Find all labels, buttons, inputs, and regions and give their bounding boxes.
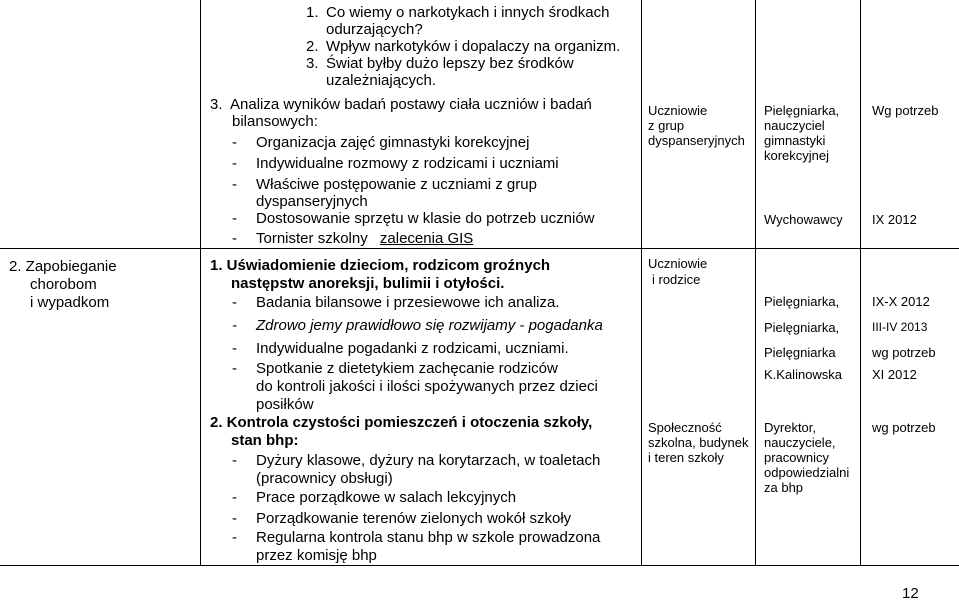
responsible: Pielęgniarka, [764, 294, 840, 309]
deadline: wg potrzeb [872, 420, 936, 435]
deadline: IX-X 2012 [872, 294, 930, 309]
responsible: gimnastyki [764, 133, 826, 148]
bullet: - Porządkowanie terenów zielonych wokół szkoły [232, 510, 572, 527]
responsible: nauczyciel [764, 118, 825, 133]
column-divider-3 [755, 0, 756, 565]
bullet: - Zdrowo jemy prawidłowo się rozwijamy - pogadanka [232, 317, 603, 334]
bullet: - Dyżury klasowe, dyżury na korytarzach, w toaletach [232, 452, 601, 469]
bullet-cont: dyspanseryjnych [256, 193, 368, 210]
responsible: Pielęgniarka, [764, 320, 840, 335]
bullet: - Indywidualne pogadanki z rodzicami, uczniami. [232, 340, 569, 357]
list-item-1-cont: odurzających? [326, 21, 423, 38]
deadline: wg potrzeb [872, 345, 936, 360]
responsible: K.Kalinowska [764, 367, 843, 382]
target-group: Uczniowie [648, 103, 708, 118]
item-3-heading-cont: bilansowych: [232, 113, 318, 130]
table-bottom-border [0, 565, 959, 566]
page-number: 12 [902, 585, 919, 602]
section-title: 2. Zapobieganie [9, 258, 117, 275]
column-divider-1 [200, 0, 201, 565]
target-group: dyspanseryjnych [648, 133, 745, 148]
item-1-heading-cont: następstw anoreksji, bulimii i otyłości. [231, 275, 505, 292]
responsible: za bhp [764, 480, 804, 495]
bullet: - Indywidualne rozmowy z rodzicami i uczniami [232, 155, 559, 172]
deadline: XI 2012 [872, 367, 917, 382]
bullet-cont: przez komisję bhp [256, 547, 377, 564]
column-divider-4 [860, 0, 861, 565]
row-divider [0, 248, 959, 249]
item-2-heading: 2. Kontrola czystości pomieszczeń i otoczenia szkoły, [210, 414, 593, 431]
responsible: korekcyjnej [764, 148, 830, 163]
bullet-cont: do kontroli jakości i ilości spożywanych przez dzieci [256, 378, 598, 395]
responsible: nauczyciele, [764, 435, 836, 450]
list-item-3: 3. Świat byłby dużo lepszy bez środków [306, 55, 574, 72]
target-group: i teren szkoły [648, 450, 724, 465]
target-group: Społeczność [648, 420, 722, 435]
responsible: odpowiedzialni [764, 465, 850, 480]
deadline: IX 2012 [872, 212, 917, 227]
bullet: - Spotkanie z dietetykiem zachęcanie rodziców [232, 360, 558, 377]
bullet: - Dostosowanie sprzętu w klasie do potrzeb uczniów [232, 210, 595, 227]
bullet: - Prace porządkowe w salach lekcyjnych [232, 489, 517, 506]
bullet-cont: posiłków [256, 396, 314, 413]
bullet: - Badania bilansowe i przesiewowe ich analiza. [232, 294, 560, 311]
deadline: Wg potrzeb [872, 103, 939, 118]
target-group: szkolna, budynek [648, 435, 749, 450]
deadline: III-IV 2013 [872, 320, 928, 334]
list-item-3-cont: uzależniających. [326, 72, 437, 89]
responsible: Wychowawcy [764, 212, 843, 227]
bullet: - Regularna kontrola stanu bhp w szkole prowadzona [232, 529, 601, 546]
list-item-2: 2. Wpływ narkotyków i dopalaczy na organizm. [306, 38, 621, 55]
bullet: - Właściwe postępowanie z uczniami z grup [232, 176, 537, 193]
bullet: - Organizacja zajęć gimnastyki korekcyjnej [232, 134, 530, 151]
list-item-1: 1. Co wiemy o narkotykach i innych środkach [306, 4, 610, 21]
responsible: Pielęgniarka, [764, 103, 840, 118]
responsible: Pielęgniarka [764, 345, 836, 360]
bullet-tornister: - Tornister szkolny zalecenia GIS [232, 230, 474, 247]
target-group: z grup [648, 118, 685, 133]
responsible: Dyrektor, [764, 420, 817, 435]
target-group: i rodzice [652, 272, 701, 287]
section-title-line2: chorobom [30, 276, 97, 293]
column-divider-2 [641, 0, 642, 565]
target-group: Uczniowie [648, 256, 708, 271]
responsible: pracownicy [764, 450, 830, 465]
item-2-heading-cont: stan bhp: [231, 432, 299, 449]
bullet-cont: (pracownicy obsługi) [256, 470, 393, 487]
item-1-heading: 1. Uświadomienie dzieciom, rodzicom groźnych [210, 257, 551, 274]
item-3-heading: 3. Analiza wyników badań postawy ciała uczniów i badań [210, 96, 592, 113]
section-title-line3: i wypadkom [30, 294, 110, 311]
